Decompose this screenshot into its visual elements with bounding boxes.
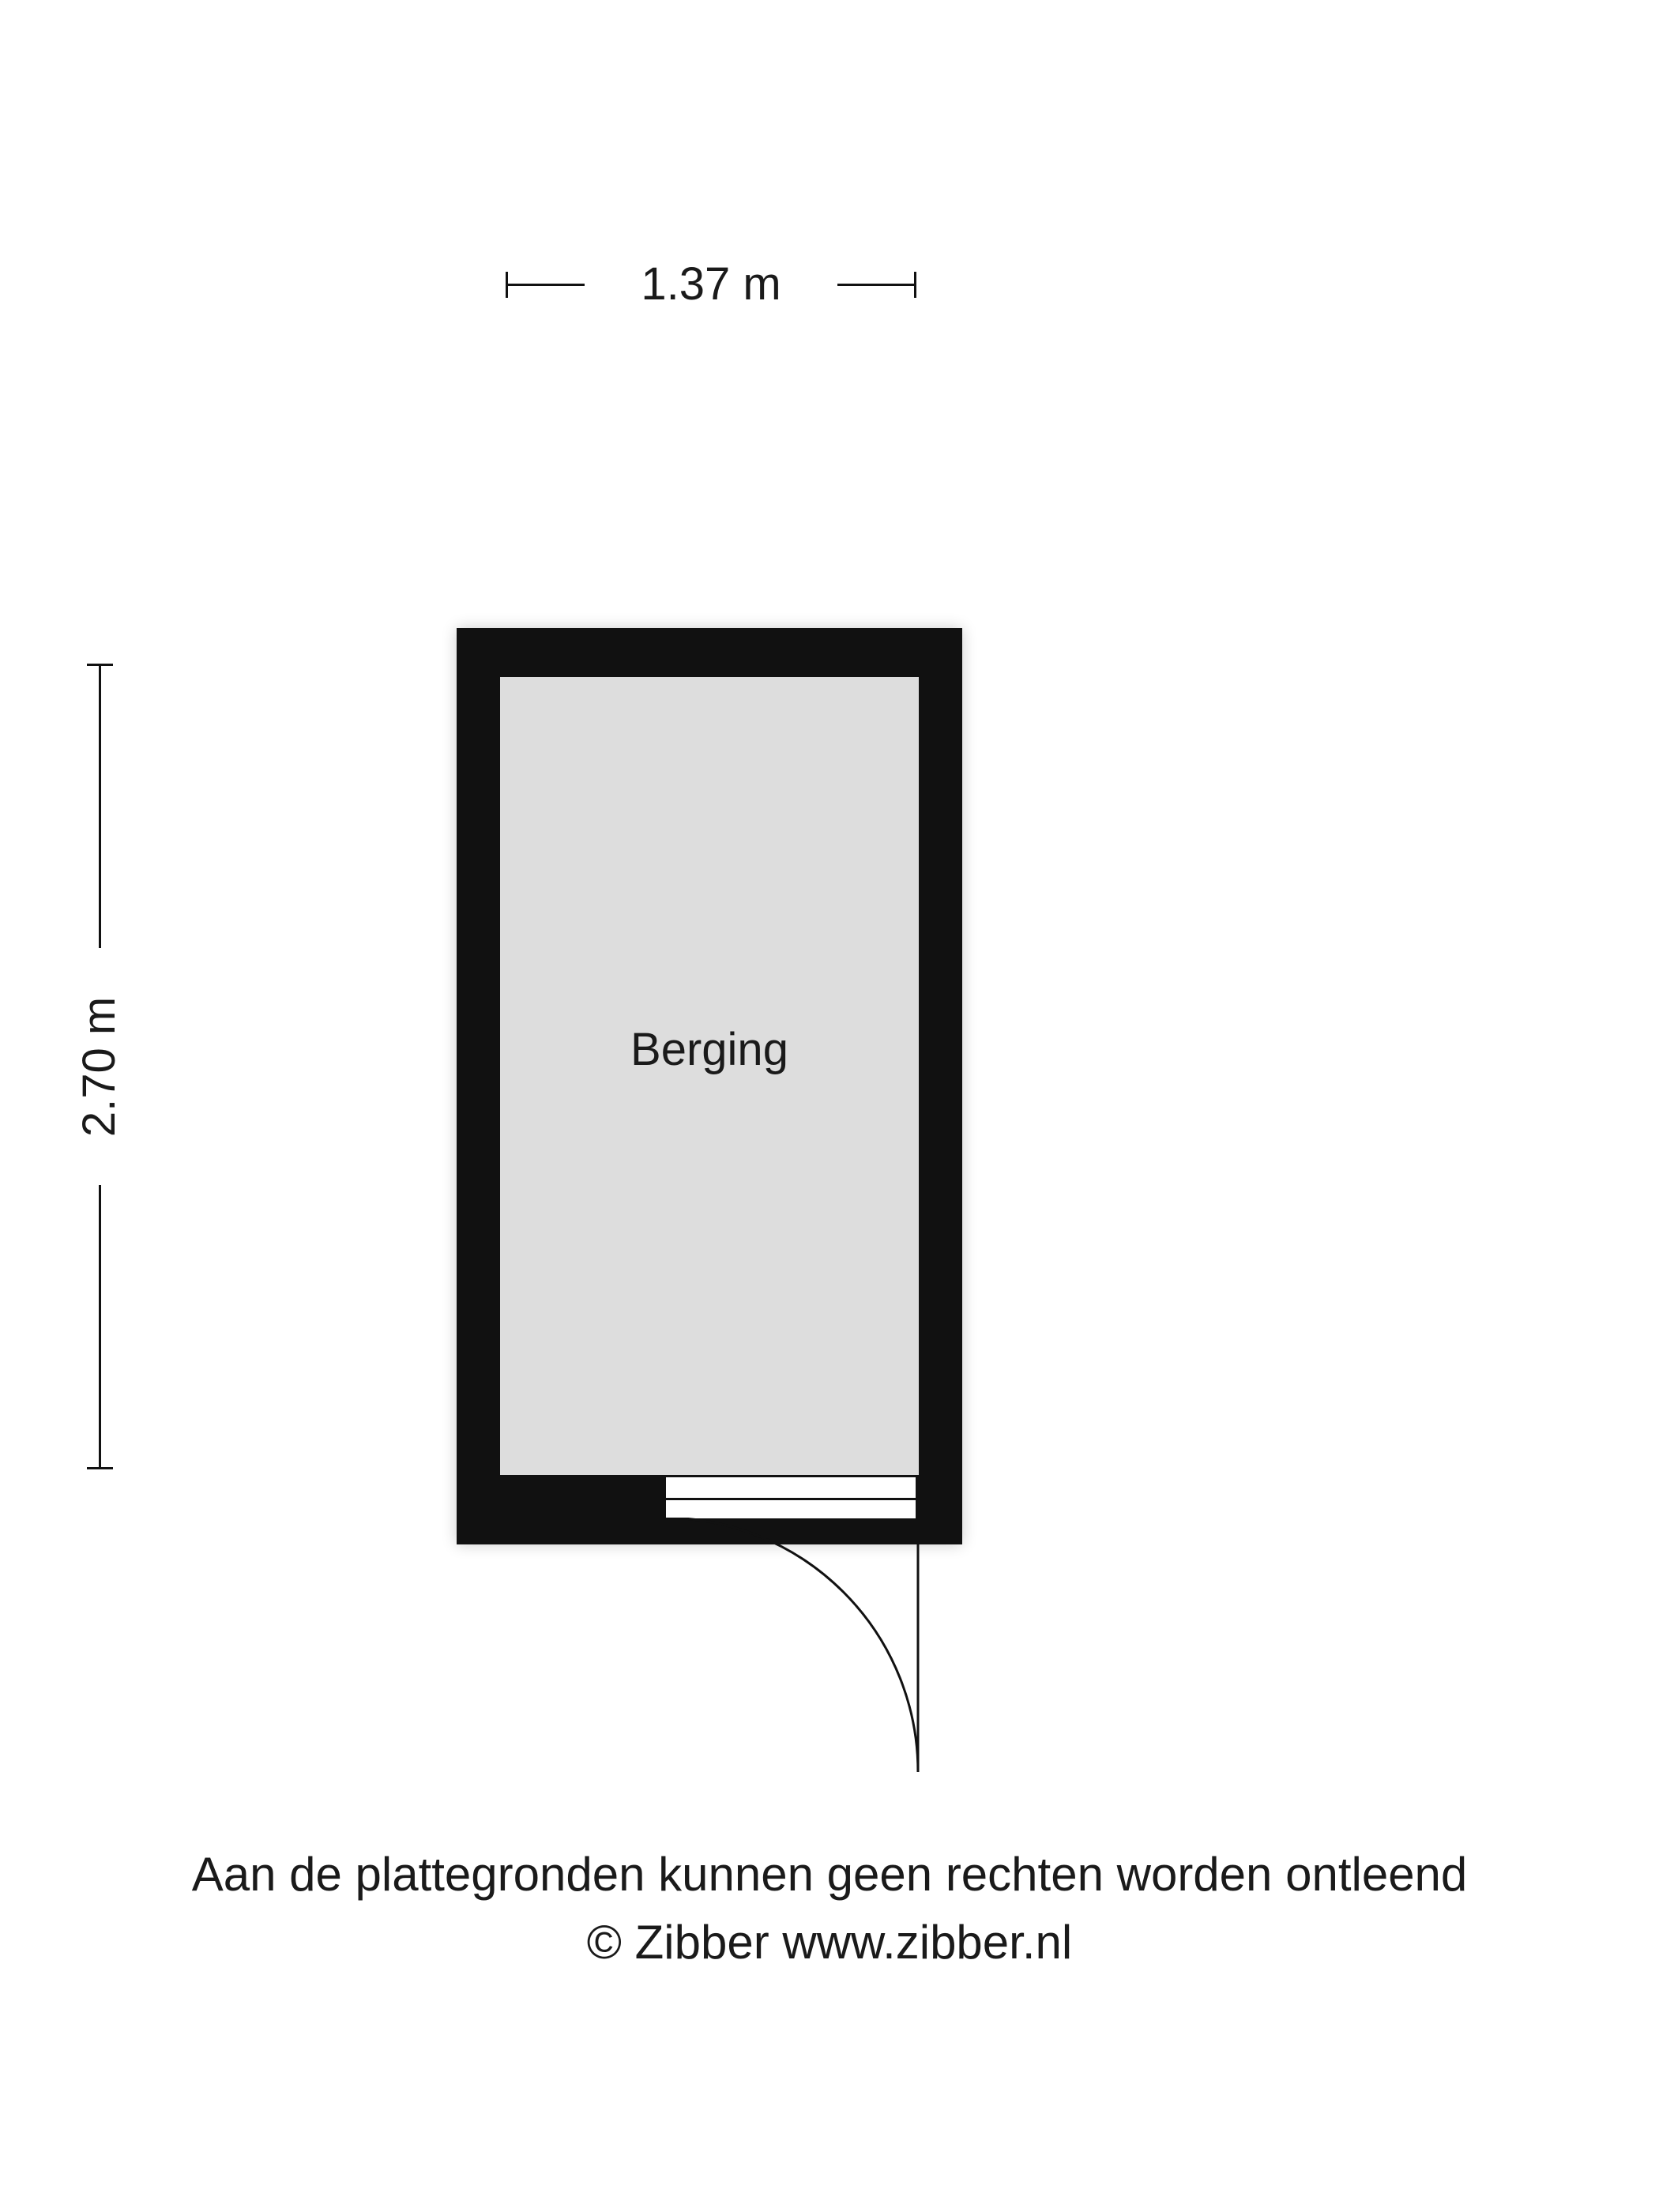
room-label-berging: Berging xyxy=(630,1024,788,1075)
height-dimension xyxy=(55,648,174,1485)
height-dimension-label: 2.70 m xyxy=(73,996,126,1137)
footer-disclaimer: Aan de plattegronden kunnen geen rechten worden ontleend xyxy=(191,1848,1468,1901)
footer-credit: © Zibber www.zibber.nl xyxy=(586,1916,1073,1969)
width-dimension-tick-left xyxy=(506,272,508,298)
footer xyxy=(0,1841,1659,1977)
door-opening xyxy=(664,1475,918,1521)
height-dimension-tick-top xyxy=(87,664,113,666)
door-leaf-line xyxy=(664,1498,918,1500)
width-dimension-label: 1.37 m xyxy=(641,258,781,310)
width-dimension-tick-right xyxy=(914,272,916,298)
floorplan-drawing xyxy=(457,628,962,1560)
door-jamb-right xyxy=(916,1477,918,1523)
height-dimension-label-background xyxy=(0,948,215,1185)
width-dimension xyxy=(490,237,932,332)
room-floor-berging xyxy=(500,677,919,1475)
door-jamb-left xyxy=(664,1477,666,1523)
height-dimension-tick-bottom xyxy=(87,1467,113,1469)
door-swing-arc-icon xyxy=(664,1518,924,1778)
width-dimension-label-background xyxy=(585,246,837,322)
